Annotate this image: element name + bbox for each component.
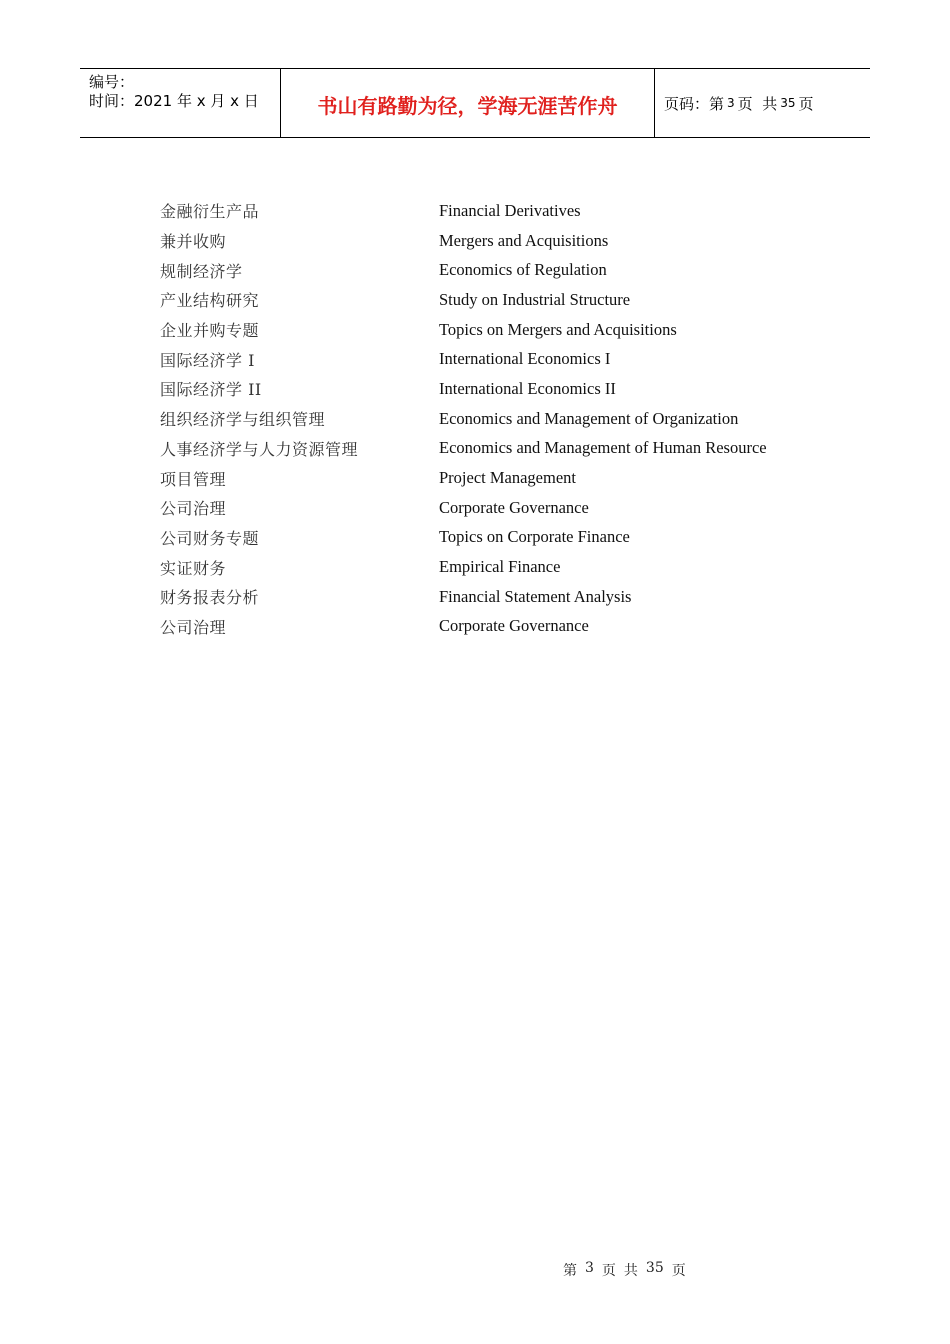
- course-row: [160, 344, 840, 374]
- course-row: [160, 285, 840, 315]
- page-header: [80, 68, 870, 138]
- course-name-zh: 兼并收购: [160, 232, 227, 252]
- course-name-en: Economics and Management of Human Resource: [439, 438, 767, 458]
- course-name-zh: 项目管理: [160, 469, 227, 489]
- course-name-zh: 公司财务专题: [160, 528, 260, 548]
- footer-prefix: 第: [563, 1263, 577, 1279]
- course-name-zh: 公司治理: [160, 499, 227, 519]
- course-name-zh: 规制经济学: [160, 261, 243, 281]
- course-name-en: International Economics II: [439, 378, 616, 398]
- course-name-en: Topics on Corporate Finance: [439, 527, 630, 547]
- course-name-en: Project Management: [439, 468, 576, 488]
- course-name-en: International Economics I: [439, 349, 611, 369]
- page-current: 3: [727, 96, 735, 110]
- course-row: [160, 374, 840, 404]
- page-mid: 页 共: [737, 94, 778, 113]
- header-page-indicator: [655, 69, 870, 137]
- course-name-zh: 实证财务: [160, 558, 227, 578]
- course-row: [160, 226, 840, 256]
- course-name-zh: 国际经济学 II: [160, 380, 262, 400]
- course-row: [160, 552, 840, 582]
- course-name-en: Topics on Mergers and Acquisitions: [439, 319, 677, 339]
- footer-current: 3: [585, 1260, 594, 1276]
- course-name-en: Corporate Governance: [439, 497, 589, 517]
- course-row: [160, 612, 840, 642]
- course-row: [160, 523, 840, 553]
- course-row: [160, 255, 840, 285]
- course-name-en: Corporate Governance: [439, 616, 589, 636]
- footer-total: 35: [645, 1260, 664, 1276]
- course-row: [160, 463, 840, 493]
- course-row: [160, 315, 840, 345]
- course-name-en: Empirical Finance: [439, 557, 561, 577]
- footer-suffix: 页: [671, 1263, 686, 1279]
- course-name-en: Financial Derivatives: [439, 200, 581, 220]
- page-footer: [563, 1260, 686, 1280]
- header-meta: [80, 69, 281, 137]
- footer-mid1: 页: [601, 1263, 616, 1279]
- page-total: 35: [780, 96, 796, 110]
- id-label: 编号：: [89, 73, 135, 91]
- course-name-zh: 财务报表分析: [160, 588, 260, 608]
- footer-mid2: 共: [623, 1263, 638, 1279]
- course-name-en: Economics of Regulation: [439, 260, 607, 280]
- course-row: [160, 582, 840, 612]
- header-motto: 书山有路勤为径，学海无涯苦作舟: [281, 69, 655, 137]
- time-label: 时间：2021 年 x 月 x 日: [89, 92, 259, 110]
- course-name-zh: 人事经济学与人力资源管理: [160, 439, 359, 459]
- course-name-en: Financial Statement Analysis: [439, 586, 632, 606]
- course-row: [160, 196, 840, 226]
- course-name-zh: 组织经济学与组织管理: [160, 410, 326, 430]
- course-name-en: Mergers and Acquisitions: [439, 230, 609, 250]
- course-name-zh: 企业并购专题: [160, 321, 260, 341]
- course-name-zh: 公司治理: [160, 617, 227, 637]
- page-prefix: 页码：第: [664, 94, 725, 113]
- course-name-zh: 金融衍生产品: [160, 202, 260, 222]
- page-suffix: 页: [798, 94, 814, 113]
- course-list: [160, 196, 840, 641]
- course-name-zh: 国际经济学 I: [160, 350, 255, 370]
- course-name-en: Study on Industrial Structure: [439, 289, 631, 309]
- course-name-zh: 产业结构研究: [160, 291, 260, 311]
- course-name-en: Economics and Management of Organization: [439, 408, 739, 428]
- course-row: [160, 434, 840, 464]
- course-row: [160, 404, 840, 434]
- course-row: [160, 493, 840, 523]
